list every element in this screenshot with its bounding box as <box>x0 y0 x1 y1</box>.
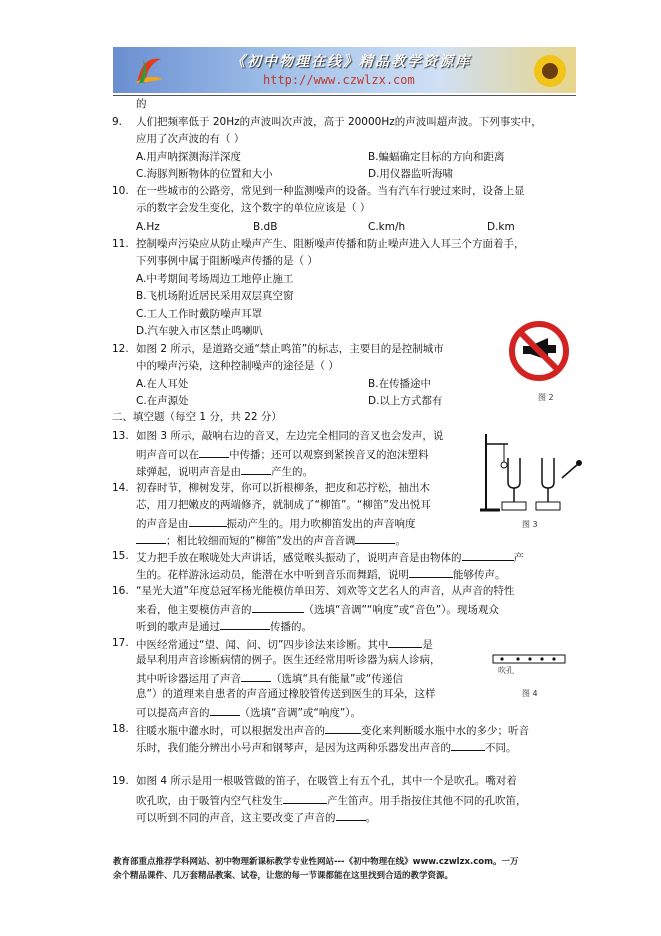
option-a: A.中考期间考场周边工地停止施工 <box>136 273 294 285</box>
question-17-text: 其中听诊器运用了声音 （选填“具有能量”或“传递信 <box>136 670 403 686</box>
answer-blank[interactable] <box>252 601 304 613</box>
question-number: 10. <box>112 185 129 197</box>
question-13-text: 如图 3 所示，敲响右边的音叉，左边完全相同的音叉也会发声，说 <box>136 430 444 442</box>
section-heading: 二、填空题（每空 1 分，共 22 分） <box>112 411 282 423</box>
question-14-text: ；相比较细而短的“柳笛”发出的声音音调 。 <box>136 532 406 548</box>
answer-blank[interactable] <box>336 809 366 821</box>
figure-4-caption: 图 4 <box>522 689 538 698</box>
option-b: B.在传播途中 <box>368 378 432 390</box>
logo-icon <box>131 53 165 87</box>
answer-blank[interactable] <box>241 463 271 475</box>
footer-line: 余个精品课件、几万套精品教案、试卷，让您的每一节课都能在这里找到合适的教学资源。 <box>113 871 454 881</box>
question-number: 17. <box>112 637 129 649</box>
answer-blank[interactable] <box>199 446 229 458</box>
question-number: 9. <box>112 116 123 128</box>
question-9-text: 应用了次声波的有（ ） <box>136 133 245 145</box>
answer-blank[interactable] <box>210 704 240 716</box>
option-a: A.用声呐探测海洋深度 <box>136 151 241 163</box>
footer-line: 教育部重点推荐学科网站、初中物理新课标教学专业性网站---《初中物理在线》www.czwlzx.com。一万 <box>113 857 519 867</box>
answer-blank[interactable] <box>136 532 166 544</box>
text-line: 的 <box>136 98 147 110</box>
question-17-text: 最早利用声音诊断病情的例子。医生还经常用听诊器为病人诊病， <box>136 654 441 666</box>
question-13-text: 球弹起，说明声音是由 产生的。 <box>136 463 313 479</box>
answer-blank[interactable] <box>220 618 270 630</box>
question-18-text: 乐时，我们能分辨出小号声和钢琴声，是因为这两种乐器发出声音的 不同。 <box>136 739 517 755</box>
figure-4-label: 吹孔 <box>498 666 514 675</box>
header-divider <box>113 95 576 96</box>
question-15-text: 艾力把手放在喉咙处大声讲话，感觉喉头振动了，说明声音是由物体的 产 <box>136 549 524 565</box>
option-c: C.km/h <box>368 221 406 233</box>
option-d: D.km <box>487 221 515 233</box>
tuning-fork-figure <box>478 430 588 516</box>
header-banner <box>113 47 576 93</box>
sunflower-icon <box>530 51 570 91</box>
answer-blank[interactable] <box>283 792 327 804</box>
option-d: D.用仪器监听海啸 <box>368 168 453 180</box>
question-17-text: 息”）的道理来自患者的声音通过橡胶管传送到医生的耳朵，这样 <box>136 688 436 700</box>
answer-blank[interactable] <box>409 566 453 578</box>
question-number: 11. <box>112 238 129 250</box>
question-16-text: 来看，他主要模仿声音的 （选填“音调”“响度”或“音色”）。现场观众 <box>136 601 499 617</box>
answer-blank[interactable] <box>355 532 395 544</box>
question-17-text: 中医经常通过“望、闻、问、切”四步诊法来诊断。其中 是 <box>136 636 433 652</box>
option-a: A.Hz <box>136 221 160 233</box>
question-18-text: 往暖水瓶中灌水时，可以根据发出声音的 变化来判断暖水瓶中水的多少；听音 <box>136 722 529 738</box>
question-11-text: 控制噪声污染应从防止噪声产生、阻断噪声传播和防止噪声进入人耳三个方面着手， <box>136 238 525 250</box>
answer-blank[interactable] <box>189 515 227 527</box>
question-12-text: 如图 2 所示，是道路交通“禁止鸣笛”的标志，主要目的是控制城市 <box>136 343 444 355</box>
question-number: 14. <box>112 482 129 494</box>
figure-2-caption: 图 2 <box>538 393 554 402</box>
question-14-text: 芯，用刀把嫩皮的两端修齐，就制成了“柳笛”。“柳笛”发出悦耳 <box>136 499 431 511</box>
option-c: C.工人工作时戴防噪声耳罩 <box>136 308 263 320</box>
answer-blank[interactable] <box>388 636 422 648</box>
option-b: B.飞机场附近居民采用双层真空窗 <box>136 290 294 302</box>
option-b: B.dB <box>253 221 278 233</box>
answer-blank[interactable] <box>462 549 514 561</box>
option-a: A.在人耳处 <box>136 378 189 390</box>
option-d: D.汽车驶入市区禁止鸣喇叭 <box>136 325 263 337</box>
question-9-text: 人们把频率低于 20Hz的声波叫次声波，高于 20000Hz的声波叫超声波。下列事实中， <box>136 116 542 128</box>
site-url[interactable]: http://www.czwlzx.com <box>263 73 415 87</box>
question-number: 18. <box>112 723 129 735</box>
question-19-text: 如图 4 所示是用一根吸管做的笛子，在吸管上有五个孔，其中一个是吹孔。嘴对着 <box>136 775 517 787</box>
question-16-text: 听到的歌声是通过 传播的。 <box>136 618 312 634</box>
site-title: 《初中物理在线》精品教学资源库 <box>231 54 471 70</box>
question-12-text: 中的噪声污染，这种控制噪声的途径是（ ） <box>136 360 339 372</box>
question-15-text: 生的。花样游泳运动员，能潜在水中听到音乐而舞蹈，说明 能够传声。 <box>136 566 506 582</box>
figure-3-caption: 图 3 <box>522 520 538 529</box>
question-14-text: 的声音是由 振动产生的。用力吹柳笛发出的声音响度 <box>136 515 416 531</box>
question-10-text: 在一些城市的公路旁，常见到一种监测噪声的设备。当有汽车行驶过来时，设备上显 <box>136 185 525 197</box>
option-b: B.蝙蝠确定目标的方向和距离 <box>368 151 505 163</box>
question-19-text: 吹孔吹，由于吸管内空气柱发生 产生笛声。用手指按住其他不同的孔吹笛， <box>136 792 527 808</box>
question-16-text: “星光大道”年度总冠军杨光能模仿单田芳、刘欢等文艺名人的声音，从声音的特性 <box>136 585 515 597</box>
question-11-text: 下列事例中属于阻断噪声传播的是（ ） <box>136 255 318 267</box>
question-number: 19. <box>112 775 129 787</box>
option-c: C.海豚判断物体的位置和大小 <box>136 168 273 180</box>
question-number: 13. <box>112 430 129 442</box>
question-number: 16. <box>112 585 129 597</box>
answer-blank[interactable] <box>241 670 271 682</box>
question-14-text: 初春时节，柳树发芽，你可以折根柳条，把皮和芯拧松，抽出木 <box>136 482 430 494</box>
no-horn-sign-icon <box>508 320 570 382</box>
option-d: D.以上方式都有 <box>368 395 443 407</box>
question-number: 15. <box>112 550 129 562</box>
question-number: 12. <box>112 343 129 355</box>
question-19-text: 可以听到不同的声音，这主要改变了声音的 。 <box>136 809 376 825</box>
answer-blank[interactable] <box>451 739 485 751</box>
option-c: C.在声源处 <box>136 395 189 407</box>
question-10-text: 示的数字会发生变化，这个数字的单位应该是（ ） <box>136 202 371 214</box>
question-17-text: 可以提高声音的 （选填“音调”或“响度”）。 <box>136 704 361 720</box>
answer-blank[interactable] <box>325 722 361 734</box>
question-13-text: 明声音可以在 中传播；还可以观察到紧挨音叉的泡沫塑料 <box>136 446 429 462</box>
